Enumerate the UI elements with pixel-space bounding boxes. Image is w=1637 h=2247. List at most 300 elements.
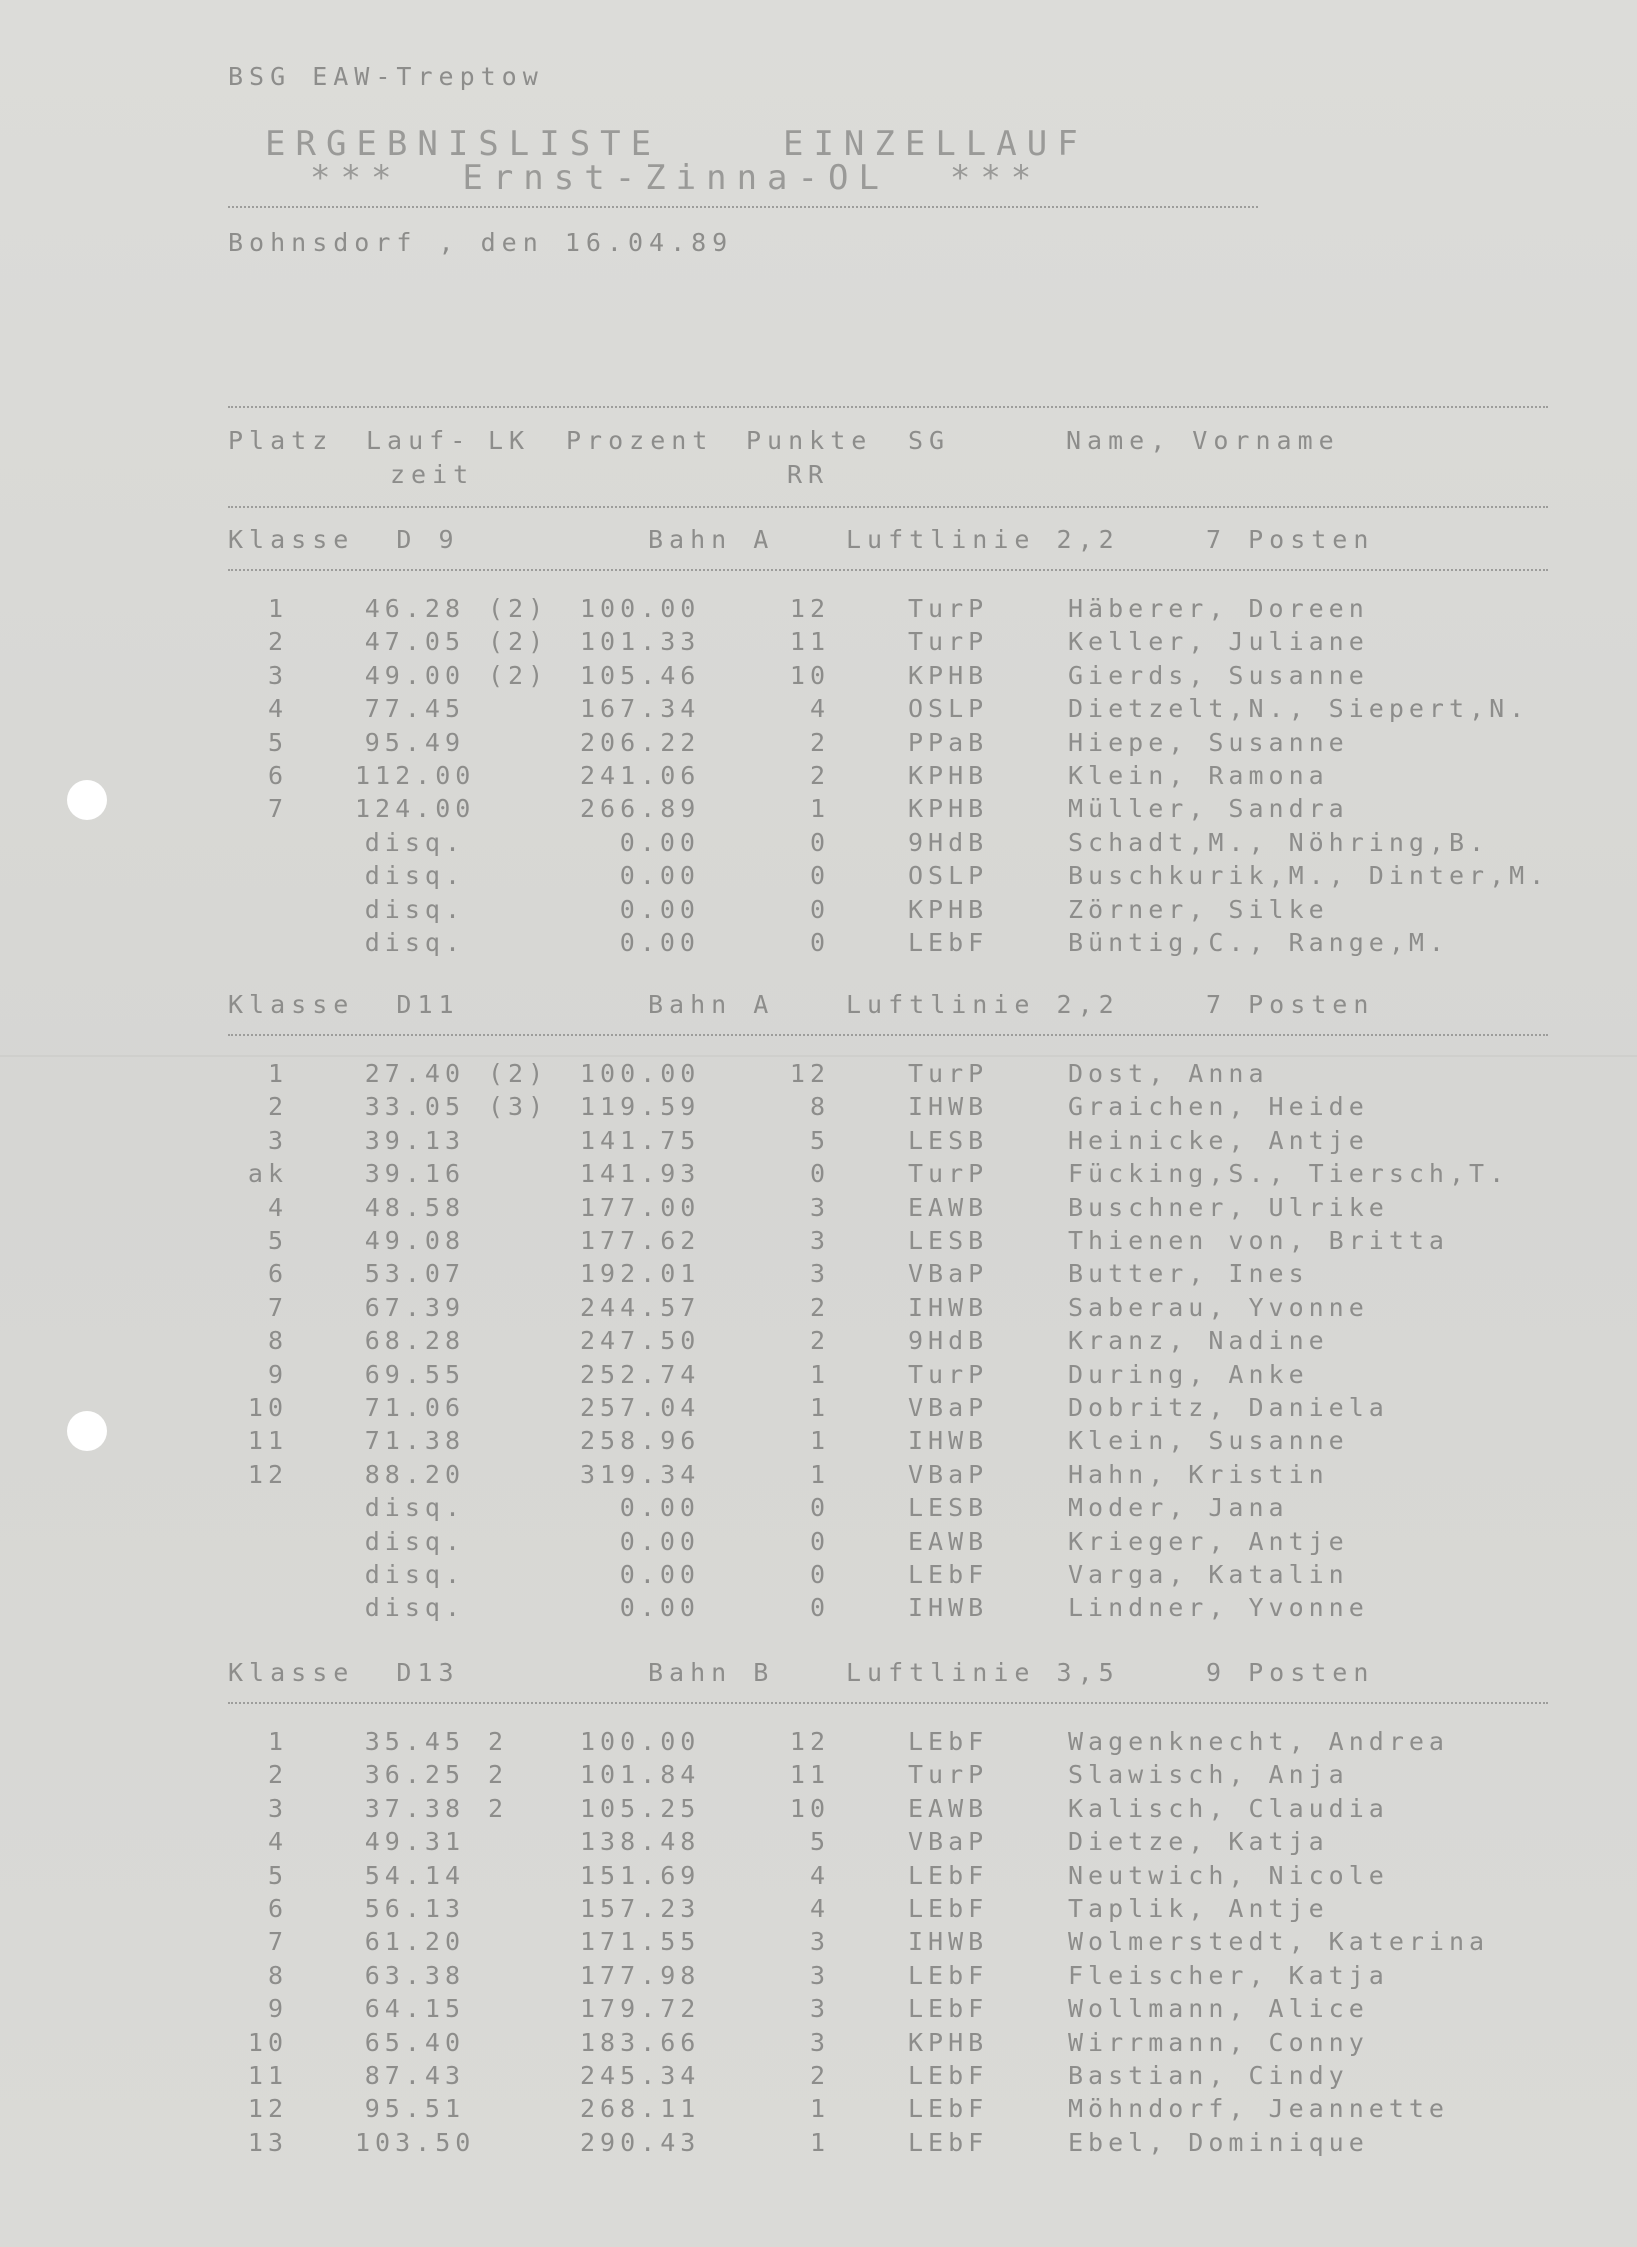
- punkte-cell: 4: [809, 694, 830, 724]
- punkte-cell: 3: [809, 1994, 830, 2024]
- laufzeit-cell: 95.51: [364, 2094, 465, 2124]
- lk-cell: 2: [488, 1793, 509, 1823]
- punkte-cell: 0: [809, 1560, 830, 1589]
- name-cell: Varga, Katalin: [1068, 1560, 1349, 1589]
- laufzeit-cell: 103.50: [355, 2127, 476, 2157]
- sg-cell: TurP: [908, 1359, 989, 1389]
- table-row: [0, 793, 1637, 825]
- name-cell: Zörner, Silke: [1068, 894, 1329, 924]
- punkte-cell: 12: [789, 1727, 830, 1756]
- sg-cell: TurP: [908, 627, 989, 657]
- sg-cell: PPaB: [908, 727, 989, 757]
- class-rule: [228, 1702, 1548, 1704]
- laufzeit-cell: 39.16: [364, 1159, 465, 1189]
- sg-cell: IHWB: [908, 1426, 989, 1456]
- punkte-cell: 4: [809, 1894, 830, 1923]
- class-luftlinie: Luftlinie 2,2: [846, 525, 1120, 554]
- prozent-cell: 0.00: [619, 827, 700, 857]
- punkte-cell: 11: [789, 627, 830, 657]
- sg-cell: EAWB: [908, 1793, 989, 1823]
- name-cell: Kranz, Nadine: [1068, 1326, 1329, 1356]
- laufzeit-cell: 37.38: [364, 1793, 465, 1823]
- sg-cell: KPHB: [908, 894, 989, 924]
- name-cell: Neutwich, Nicole: [1068, 1860, 1389, 1890]
- sg-cell: TurP: [908, 1059, 989, 1088]
- prozent-cell: 0.00: [619, 1493, 700, 1523]
- col-platz: Platz: [228, 426, 334, 455]
- sg-cell: KPHB: [908, 794, 989, 824]
- name-cell: Kalisch, Claudia: [1068, 1793, 1389, 1823]
- platz-cell: 5: [267, 1226, 288, 1255]
- platz-cell: 9: [267, 1359, 288, 1389]
- table-row: [0, 1826, 1637, 1858]
- sg-cell: EAWB: [908, 1192, 989, 1222]
- sg-cell: LEbF: [908, 1894, 989, 1923]
- prozent-cell: 141.75: [580, 1125, 701, 1155]
- prozent-cell: 0.00: [619, 1560, 700, 1589]
- sg-cell: LEbF: [908, 2061, 989, 2090]
- platz-cell: 10: [247, 1393, 288, 1422]
- sg-cell: EAWB: [908, 1526, 989, 1556]
- sg-cell: IHWB: [908, 1092, 989, 1122]
- name-cell: Butter, Ines: [1068, 1259, 1309, 1289]
- punkte-cell: 2: [809, 2061, 830, 2090]
- table-row: [0, 1225, 1637, 1257]
- table-row: [0, 1125, 1637, 1157]
- prozent-cell: 179.72: [580, 1994, 701, 2024]
- name-cell: Fleischer, Katja: [1068, 1960, 1389, 1990]
- name-cell: Dietze, Katja: [1068, 1827, 1329, 1857]
- name-cell: Krieger, Antje: [1068, 1526, 1349, 1556]
- laufzeit-cell: 64.15: [364, 1994, 465, 2024]
- prozent-cell: 319.34: [580, 1459, 701, 1489]
- event-title: *** Ernst-Zinna-OL ***: [310, 158, 1042, 198]
- name-cell: Schadt,M., Nöhring,B.: [1068, 827, 1490, 857]
- laufzeit-cell: 49.00: [364, 660, 465, 690]
- name-cell: Möhndorf, Jeannette: [1068, 2094, 1449, 2124]
- sg-cell: 9HdB: [908, 827, 989, 857]
- punkte-cell: 10: [789, 1793, 830, 1823]
- platz-cell: 7: [267, 1292, 288, 1322]
- sg-cell: VBaP: [908, 1393, 989, 1422]
- prozent-cell: 100.00: [580, 1059, 701, 1088]
- prozent-cell: 105.46: [580, 660, 701, 690]
- laufzeit-cell: 47.05: [364, 627, 465, 657]
- platz-cell: 2: [267, 1092, 288, 1122]
- prozent-cell: 101.33: [580, 627, 701, 657]
- platz-cell: 11: [247, 1426, 288, 1456]
- platz-cell: 1: [267, 1727, 288, 1756]
- punkte-cell: 3: [809, 1226, 830, 1255]
- punkte-cell: 2: [809, 761, 830, 790]
- name-cell: Dobritz, Daniela: [1068, 1393, 1389, 1422]
- sg-cell: LEbF: [908, 1560, 989, 1589]
- table-row: [0, 660, 1637, 692]
- laufzeit-cell: 88.20: [364, 1459, 465, 1489]
- col-sg: SG: [908, 426, 951, 455]
- punkte-cell: 5: [809, 1125, 830, 1155]
- table-row: [0, 626, 1637, 658]
- name-cell: Moder, Jana: [1068, 1493, 1289, 1523]
- table-row: [0, 1526, 1637, 1558]
- col-lk: LK: [488, 426, 531, 455]
- table-row: [0, 1726, 1637, 1758]
- platz-cell: 11: [247, 2061, 288, 2090]
- class-posten: 7 Posten: [1206, 525, 1375, 554]
- class-rule: [228, 569, 1548, 571]
- sg-cell: IHWB: [908, 1292, 989, 1322]
- class-posten: 7 Posten: [1206, 990, 1375, 1019]
- laufzeit-cell: disq.: [364, 827, 465, 857]
- platz-cell: 12: [247, 2094, 288, 2124]
- punkte-cell: 12: [789, 1059, 830, 1088]
- laufzeit-cell: 39.13: [364, 1125, 465, 1155]
- sg-cell: 9HdB: [908, 1326, 989, 1356]
- platz-cell: 9: [267, 1994, 288, 2024]
- table-row: [0, 1893, 1637, 1925]
- platz-cell: 7: [267, 1927, 288, 1957]
- col-punkte: Punkte: [746, 426, 873, 455]
- class-rule: [228, 1034, 1548, 1036]
- prozent-cell: 247.50: [580, 1326, 701, 1356]
- name-cell: Dietzelt,N., Siepert,N.: [1068, 694, 1530, 724]
- punkte-cell: 8: [809, 1092, 830, 1122]
- table-row: [0, 2027, 1637, 2059]
- prozent-cell: 244.57: [580, 1292, 701, 1322]
- punkte-cell: 11: [789, 1760, 830, 1790]
- platz-cell: 6: [267, 1259, 288, 1289]
- punkte-cell: 1: [809, 1359, 830, 1389]
- laufzeit-cell: 77.45: [364, 694, 465, 724]
- platz-cell: 5: [267, 727, 288, 757]
- platz-cell: 4: [267, 1192, 288, 1222]
- laufzeit-cell: 67.39: [364, 1292, 465, 1322]
- lk-cell: (2): [488, 594, 549, 623]
- platz-cell: 13: [247, 2127, 288, 2157]
- prozent-cell: 100.00: [580, 594, 701, 623]
- laufzeit-cell: 112.00: [355, 761, 476, 790]
- table-row: [0, 927, 1637, 959]
- platz-cell: 3: [267, 660, 288, 690]
- platz-cell: 3: [267, 1793, 288, 1823]
- prozent-cell: 0.00: [619, 861, 700, 891]
- platz-cell: 6: [267, 761, 288, 790]
- laufzeit-cell: 87.43: [364, 2061, 465, 2090]
- prozent-cell: 183.66: [580, 2027, 701, 2057]
- platz-cell: 7: [267, 794, 288, 824]
- name-cell: Häberer, Doreen: [1068, 594, 1369, 623]
- class-label: Klasse D11: [228, 990, 460, 1019]
- table-row: [0, 1091, 1637, 1123]
- platz-cell: 10: [247, 2027, 288, 2057]
- name-cell: Hiepe, Susanne: [1068, 727, 1349, 757]
- platz-cell: 2: [267, 1760, 288, 1790]
- table-row: [0, 1058, 1637, 1090]
- prozent-cell: 245.34: [580, 2061, 701, 2090]
- laufzeit-cell: 27.40: [364, 1059, 465, 1088]
- punkte-cell: 1: [809, 794, 830, 824]
- laufzeit-cell: 69.55: [364, 1359, 465, 1389]
- name-cell: Bastian, Cindy: [1068, 2061, 1349, 2090]
- class-bahn: Bahn A: [648, 990, 775, 1019]
- punkte-cell: 1: [809, 1426, 830, 1456]
- table-row: [0, 1860, 1637, 1892]
- laufzeit-cell: 68.28: [364, 1326, 465, 1356]
- name-cell: Heinicke, Antje: [1068, 1125, 1369, 1155]
- laufzeit-cell: 63.38: [364, 1960, 465, 1990]
- prozent-cell: 258.96: [580, 1426, 701, 1456]
- platz-cell: ak: [247, 1159, 288, 1189]
- name-cell: Ebel, Dominique: [1068, 2127, 1369, 2157]
- col-name: Name, Vorname: [1066, 426, 1340, 455]
- table-row: [0, 1425, 1637, 1457]
- table-row: [0, 1258, 1637, 1290]
- title-rule: [228, 206, 1258, 208]
- name-cell: Graichen, Heide: [1068, 1092, 1369, 1122]
- table-row: [0, 760, 1637, 792]
- laufzeit-cell: disq.: [364, 928, 465, 957]
- sg-cell: OSLP: [908, 861, 989, 891]
- col-prozent: Prozent: [566, 426, 714, 455]
- laufzeit-cell: 124.00: [355, 794, 476, 824]
- laufzeit-cell: 65.40: [364, 2027, 465, 2057]
- prozent-cell: 138.48: [580, 1827, 701, 1857]
- sg-cell: LEbF: [908, 928, 989, 957]
- prozent-cell: 101.84: [580, 1760, 701, 1790]
- laufzeit-cell: 71.06: [364, 1393, 465, 1422]
- table-row: [0, 727, 1637, 759]
- table-row: [0, 1592, 1637, 1624]
- prozent-cell: 151.69: [580, 1860, 701, 1890]
- punkte-cell: 0: [809, 1593, 830, 1623]
- punkte-cell: 3: [809, 1259, 830, 1289]
- table-row: [0, 1559, 1637, 1591]
- sg-cell: TurP: [908, 1760, 989, 1790]
- name-cell: Saberau, Yvonne: [1068, 1292, 1369, 1322]
- name-cell: Dost, Anna: [1068, 1059, 1269, 1088]
- punkte-cell: 2: [809, 727, 830, 757]
- lk-cell: 2: [488, 1760, 509, 1790]
- table-row: [0, 1960, 1637, 1992]
- laufzeit-cell: 35.45: [364, 1727, 465, 1756]
- platz-cell: 1: [267, 1059, 288, 1088]
- sg-cell: LEbF: [908, 1727, 989, 1756]
- laufzeit-cell: disq.: [364, 1560, 465, 1589]
- table-row: [0, 1392, 1637, 1424]
- laufzeit-cell: disq.: [364, 894, 465, 924]
- prozent-cell: 167.34: [580, 694, 701, 724]
- class-luftlinie: Luftlinie 2,2: [846, 990, 1120, 1019]
- col-zeit: zeit: [390, 460, 475, 489]
- table-row: [0, 693, 1637, 725]
- sg-cell: LEbF: [908, 2127, 989, 2157]
- punkte-cell: 0: [809, 1159, 830, 1189]
- platz-cell: 5: [267, 1860, 288, 1890]
- name-cell: Müller, Sandra: [1068, 794, 1349, 824]
- name-cell: Keller, Juliane: [1068, 627, 1369, 657]
- table-row: [0, 1292, 1637, 1324]
- lk-cell: (2): [488, 627, 549, 657]
- punkte-cell: 1: [809, 1393, 830, 1422]
- laufzeit-cell: 95.49: [364, 727, 465, 757]
- laufzeit-cell: disq.: [364, 861, 465, 891]
- prozent-cell: 252.74: [580, 1359, 701, 1389]
- sg-cell: VBaP: [908, 1259, 989, 1289]
- prozent-cell: 0.00: [619, 894, 700, 924]
- platz-cell: 2: [267, 627, 288, 657]
- prozent-cell: 177.62: [580, 1226, 701, 1255]
- prozent-cell: 257.04: [580, 1393, 701, 1422]
- laufzeit-cell: 56.13: [364, 1894, 465, 1923]
- sg-cell: LEbF: [908, 1860, 989, 1890]
- laufzeit-cell: 49.08: [364, 1226, 465, 1255]
- name-cell: Lindner, Yvonne: [1068, 1593, 1369, 1623]
- table-row: [0, 1359, 1637, 1391]
- laufzeit-cell: 53.07: [364, 1259, 465, 1289]
- lk-cell: (2): [488, 1059, 549, 1088]
- laufzeit-cell: 49.31: [364, 1827, 465, 1857]
- sg-cell: TurP: [908, 594, 989, 623]
- name-cell: Wirrmann, Conny: [1068, 2027, 1369, 2057]
- punkte-cell: 1: [809, 1459, 830, 1489]
- punkte-cell: 0: [809, 827, 830, 857]
- prozent-cell: 192.01: [580, 1259, 701, 1289]
- prozent-cell: 0.00: [619, 1593, 700, 1623]
- sg-cell: LEbF: [908, 1960, 989, 1990]
- prozent-cell: 0.00: [619, 928, 700, 957]
- lk-cell: (3): [488, 1092, 549, 1122]
- sg-cell: LESB: [908, 1226, 989, 1255]
- punkte-cell: 3: [809, 1960, 830, 1990]
- header-rule-top: [228, 406, 1548, 408]
- table-row: [0, 827, 1637, 859]
- table-row: [0, 894, 1637, 926]
- punkte-cell: 10: [789, 660, 830, 690]
- name-cell: Fücking,S., Tiersch,T.: [1068, 1159, 1510, 1189]
- laufzeit-cell: 61.20: [364, 1927, 465, 1957]
- sg-cell: OSLP: [908, 694, 989, 724]
- platz-cell: 6: [267, 1894, 288, 1923]
- class-bahn: Bahn A: [648, 525, 775, 554]
- table-row: [0, 1158, 1637, 1190]
- prozent-cell: 141.93: [580, 1159, 701, 1189]
- punkte-cell: 12: [789, 594, 830, 623]
- lk-cell: 2: [488, 1727, 509, 1756]
- platz-cell: 4: [267, 1827, 288, 1857]
- sg-cell: LESB: [908, 1125, 989, 1155]
- table-row: [0, 1192, 1637, 1224]
- col-lauf: Lauf-: [366, 426, 472, 455]
- col-rr: RR: [787, 460, 830, 489]
- table-row: [0, 593, 1637, 625]
- laufzeit-cell: 36.25: [364, 1760, 465, 1790]
- punkte-cell: 4: [809, 1860, 830, 1890]
- prozent-cell: 177.98: [580, 1960, 701, 1990]
- platz-cell: 3: [267, 1125, 288, 1155]
- name-cell: Wollmann, Alice: [1068, 1994, 1369, 2024]
- table-row: [0, 2060, 1637, 2092]
- punkte-cell: 0: [809, 1526, 830, 1556]
- prozent-cell: 206.22: [580, 727, 701, 757]
- punkte-cell: 0: [809, 894, 830, 924]
- table-row: [0, 1759, 1637, 1791]
- location-date: Bohnsdorf , den 16.04.89: [228, 228, 734, 257]
- name-cell: Gierds, Susanne: [1068, 660, 1369, 690]
- sg-cell: VBaP: [908, 1459, 989, 1489]
- prozent-cell: 177.00: [580, 1192, 701, 1222]
- name-cell: Klein, Susanne: [1068, 1426, 1349, 1456]
- sg-cell: VBaP: [908, 1827, 989, 1857]
- punkte-cell: 0: [809, 861, 830, 891]
- laufzeit-cell: 46.28: [364, 594, 465, 623]
- prozent-cell: 105.25: [580, 1793, 701, 1823]
- punkte-cell: 3: [809, 2027, 830, 2057]
- prozent-cell: 157.23: [580, 1894, 701, 1923]
- table-row: [0, 1459, 1637, 1491]
- prozent-cell: 171.55: [580, 1927, 701, 1957]
- punkte-cell: 5: [809, 1827, 830, 1857]
- name-cell: Taplik, Antje: [1068, 1894, 1329, 1923]
- sg-cell: TurP: [908, 1159, 989, 1189]
- punkte-cell: 0: [809, 928, 830, 957]
- table-row: [0, 1325, 1637, 1357]
- platz-cell: 12: [247, 1459, 288, 1489]
- prozent-cell: 119.59: [580, 1092, 701, 1122]
- prozent-cell: 0.00: [619, 1526, 700, 1556]
- platz-cell: 1: [267, 594, 288, 623]
- class-bahn: Bahn B: [648, 1658, 775, 1687]
- sg-cell: KPHB: [908, 761, 989, 790]
- punkte-cell: 0: [809, 1493, 830, 1523]
- club-name: BSG EAW-Treptow: [228, 62, 544, 91]
- class-label: Klasse D13: [228, 1658, 460, 1687]
- table-row: [0, 2127, 1637, 2159]
- punkte-cell: 2: [809, 1326, 830, 1356]
- document-title: ERGEBNISLISTE EINZELLAUF: [265, 124, 1088, 164]
- platz-cell: 4: [267, 694, 288, 724]
- class-label: Klasse D 9: [228, 525, 460, 554]
- name-cell: During, Anke: [1068, 1359, 1309, 1389]
- laufzeit-cell: 54.14: [364, 1860, 465, 1890]
- name-cell: Thienen von, Britta: [1068, 1226, 1449, 1255]
- platz-cell: 8: [267, 1960, 288, 1990]
- punkte-cell: 2: [809, 1292, 830, 1322]
- table-row: [0, 1492, 1637, 1524]
- class-luftlinie: Luftlinie 3,5: [846, 1658, 1120, 1687]
- name-cell: Hahn, Kristin: [1068, 1459, 1329, 1489]
- laufzeit-cell: 48.58: [364, 1192, 465, 1222]
- table-row: [0, 1793, 1637, 1825]
- name-cell: Wagenknecht, Andrea: [1068, 1727, 1449, 1756]
- laufzeit-cell: 71.38: [364, 1426, 465, 1456]
- platz-cell: 8: [267, 1326, 288, 1356]
- table-row: [0, 860, 1637, 892]
- prozent-cell: 290.43: [580, 2127, 701, 2157]
- sg-cell: IHWB: [908, 1593, 989, 1623]
- sg-cell: LESB: [908, 1493, 989, 1523]
- sg-cell: LEbF: [908, 2094, 989, 2124]
- name-cell: Buschkurik,M., Dinter,M.: [1068, 861, 1550, 891]
- table-row: [0, 2093, 1637, 2125]
- laufzeit-cell: disq.: [364, 1493, 465, 1523]
- sg-cell: KPHB: [908, 660, 989, 690]
- name-cell: Wolmerstedt, Katerina: [1068, 1927, 1490, 1957]
- punkte-cell: 3: [809, 1927, 830, 1957]
- prozent-cell: 100.00: [580, 1727, 701, 1756]
- sg-cell: KPHB: [908, 2027, 989, 2057]
- class-posten: 9 Posten: [1206, 1658, 1375, 1687]
- lk-cell: (2): [488, 660, 549, 690]
